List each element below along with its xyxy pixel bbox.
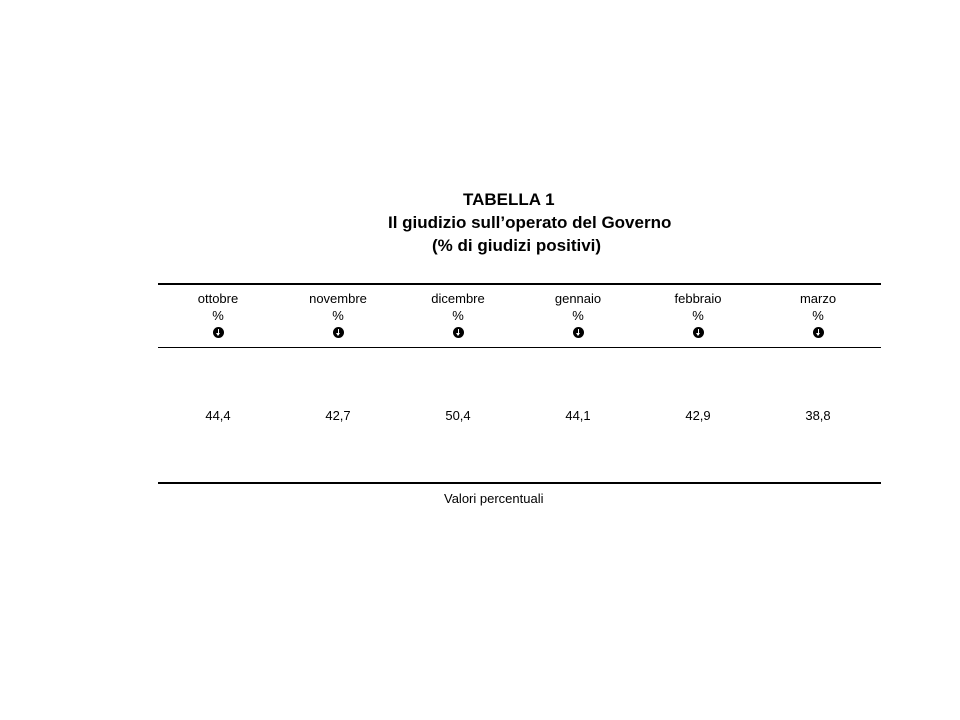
- table-header-rule: [158, 347, 881, 348]
- column-header-unit: %: [692, 308, 704, 323]
- column-header-unit: %: [212, 308, 224, 323]
- column-header-unit: %: [572, 308, 584, 323]
- table-title: TABELLA 1: [463, 190, 555, 209]
- table-cell-value: 38,8: [805, 408, 831, 423]
- column-header-unit: %: [332, 308, 344, 323]
- table-cell-value: 44,1: [565, 408, 591, 423]
- column-header-month: febbraio: [674, 291, 722, 306]
- column-header-month: marzo: [799, 291, 837, 306]
- table-cell-value: 42,7: [325, 408, 351, 423]
- table-bottom-rule: [158, 482, 881, 484]
- table-cell-value: 44,4: [205, 408, 231, 423]
- table-cell-value: 42,9: [685, 408, 711, 423]
- table-subtitle-note: (% di giudizi positivi): [432, 236, 602, 255]
- down-arrow-circle-icon: [333, 327, 344, 338]
- down-arrow-circle-icon: [813, 327, 824, 338]
- table-cell-value: 50,4: [445, 408, 471, 423]
- column-header-month: gennaio: [554, 291, 602, 306]
- down-arrow-circle-icon: [573, 327, 584, 338]
- down-arrow-circle-icon: [693, 327, 704, 338]
- column-header-unit: %: [452, 308, 464, 323]
- column-header-month: dicembre: [431, 291, 485, 306]
- column-header-unit: %: [812, 308, 824, 323]
- table-top-rule: [158, 283, 881, 285]
- table-subtitle: Il giudizio sull’operato del Governo: [388, 213, 672, 232]
- table-footnote: Valori percentuali: [444, 491, 544, 506]
- down-arrow-circle-icon: [453, 327, 464, 338]
- column-header-month: novembre: [309, 291, 367, 306]
- column-header-month: ottobre: [197, 291, 239, 306]
- down-arrow-circle-icon: [213, 327, 224, 338]
